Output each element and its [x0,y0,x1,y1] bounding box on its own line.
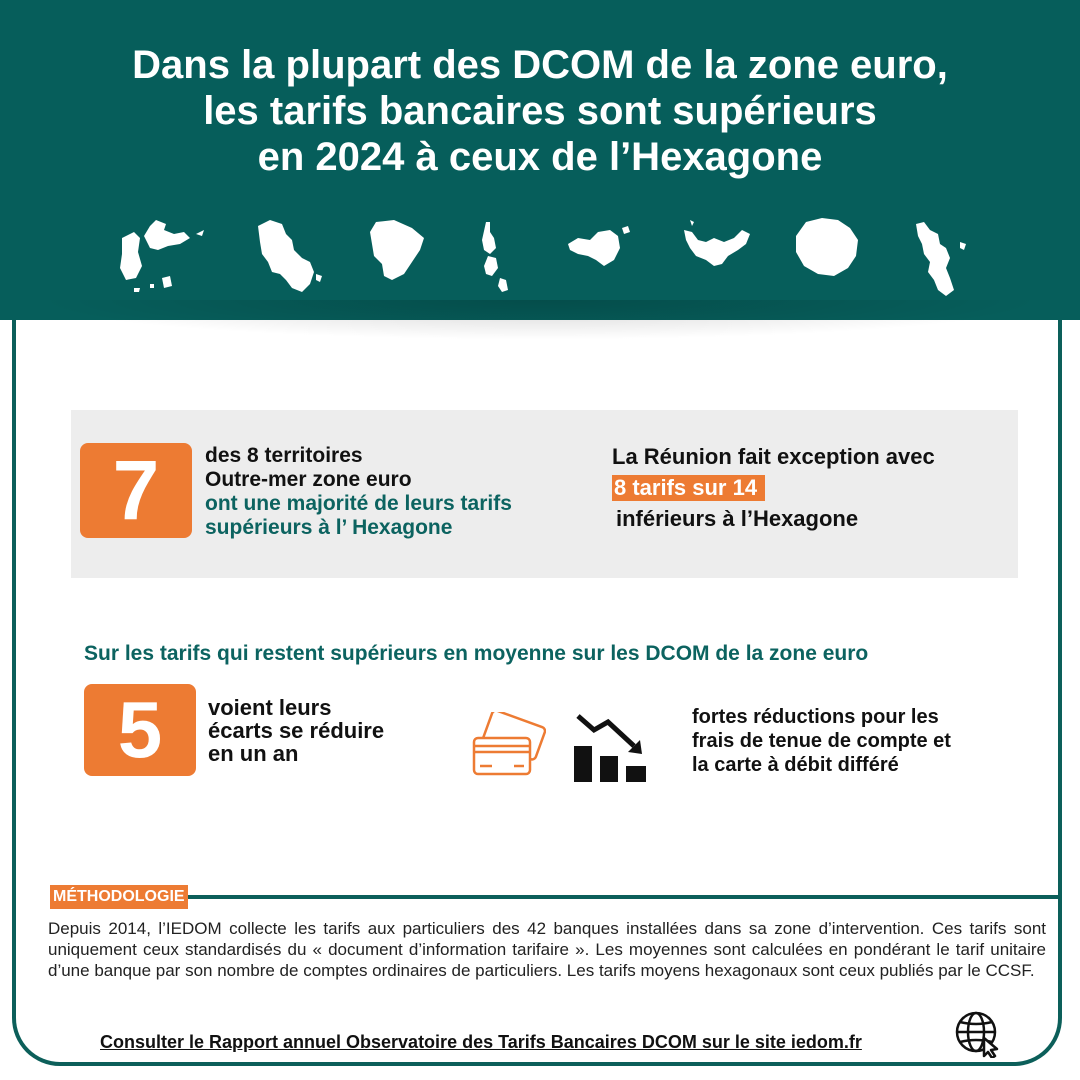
reunion-highlight: 8 tarifs sur 14 [612,475,765,501]
report-link[interactable]: Consulter le Rapport annuel Observatoire des Tarifs Bancaires DCOM sur le site iedom.fr [100,1032,862,1052]
territories-count-badge: 7 [80,443,192,538]
saint-pierre-et-miquelon-icon [474,220,514,296]
title-line-3: en 2024 à ceux de l’Hexagone [257,135,823,179]
methodology-divider [50,895,1062,899]
mayotte-icon [910,218,974,300]
territories-line-1: des 8 territoires [205,444,363,467]
reduction-line-2: écarts se réduire [208,718,385,743]
saint-martin-icon [564,220,634,270]
guyane-icon [366,218,428,288]
territories-stat-text [205,444,512,540]
reduction-line-1: voient leurs [208,695,332,720]
reductions-text [692,705,951,777]
reductions-line-1: fortes réductions pour les [692,706,939,728]
territories-line-4: supérieurs à l’ Hexagone [205,516,453,539]
reduction-line-3: en un an [208,741,299,766]
header-banner [0,0,1080,320]
reductions-line-3: la carte à débit différé [692,754,899,776]
globe-click-icon[interactable] [954,1010,1002,1058]
page-title [40,42,1040,180]
reduction-stat-text [208,696,384,765]
reunion-line-3: inférieurs à l’Hexagone [616,506,859,531]
reduction-count-badge: 5 [84,684,196,776]
saint-barthelemy-icon [680,220,760,276]
methodology-tag: MÉTHODOLOGIE [50,885,188,909]
islands-row [100,208,980,308]
title-line-1: Dans la plupart des DCOM de la zone euro, [132,43,948,87]
declining-chart-icon [572,710,652,784]
territories-line-2: Outre-mer zone euro [205,468,412,491]
reductions-line-2: frais de tenue de compte et [692,730,951,752]
martinique-icon [252,218,326,298]
territories-line-3: ont une majorité de leurs tarifs [205,492,512,515]
la-reunion-icon [792,216,862,280]
methodology-text: Depuis 2014, l’IEDOM collecte les tarifs aux particuliers des 42 banques installées dans sa zone d’intervention. Ces tarifs sont uniquement ceux standardisés du « document d’information tarifaire ». Les moyennes sont calculées en pondérant le tarif unitaire d’une banque par son nombre de comptes ordinaires de particuliers. Les tarifs moyens hexagonaux sont ceux publiés par le CCSF. [48,919,1046,980]
guadeloupe-icon [114,216,208,296]
reunion-stat [612,445,935,531]
credit-cards-icon [470,712,546,782]
title-line-2: les tarifs bancaires sont supérieurs [203,89,877,133]
section-subtitle: Sur les tarifs qui restent supérieurs en moyenne sur les DCOM de la zone euro [84,642,869,665]
reunion-line-1: La Réunion fait exception avec [612,444,935,469]
